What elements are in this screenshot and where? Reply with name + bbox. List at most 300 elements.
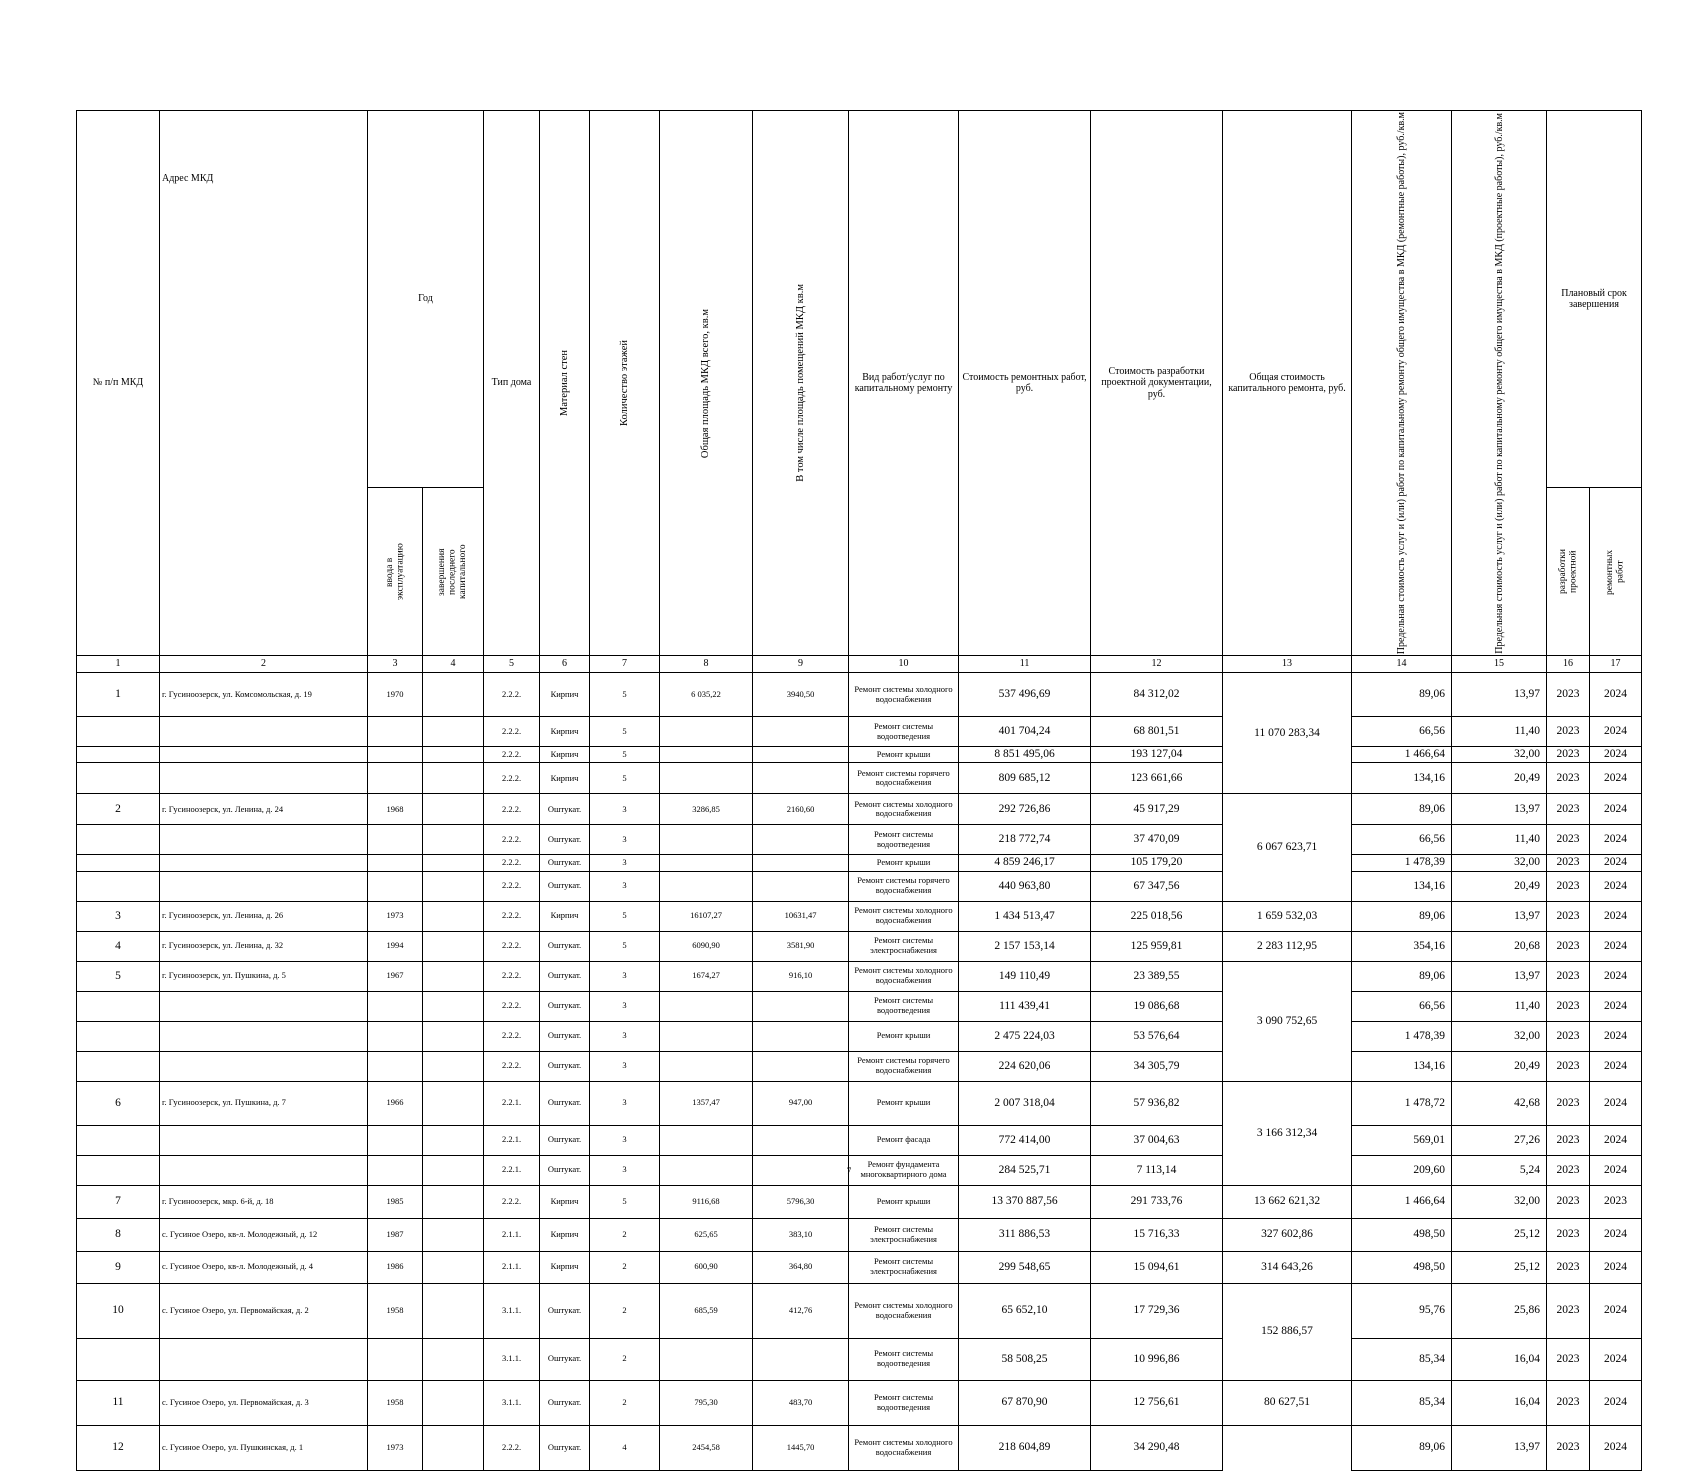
row-total-area [660,1338,753,1380]
row-year: 1973 [368,1425,423,1470]
table-body [77,673,1642,1470]
row-floors: 3 [590,991,660,1021]
row-floors: 3 [590,825,660,855]
row-address: с. Гусиное Озеро, кв-л. Молодежный, д. 4 [160,1251,368,1283]
row-limit-repair: 134,16 [1352,871,1452,901]
header-premises-area: В том числе площадь помещений МКД кв.м [753,111,849,656]
row-deadline-design: 2023 [1547,1185,1590,1218]
row-year [368,1021,423,1051]
row-wall-material: Оштукат. [540,794,590,825]
row-deadline-repair: 2024 [1590,717,1642,747]
row-premises-area [753,1051,849,1081]
row-design-cost: 57 936,82 [1091,1081,1223,1125]
row-deadline-repair: 2024 [1590,1218,1642,1251]
header-wall-material: Материал стен [540,111,590,656]
colnum: 6 [540,656,590,673]
row-floors: 3 [590,961,660,991]
row-total-area [660,747,753,763]
row-repair-cost: 537 496,69 [959,673,1091,717]
row-last-repair-year [423,901,484,931]
row-repair-cost: 2 007 318,04 [959,1081,1091,1125]
row-premises-area: 2160,60 [753,794,849,825]
row-address [160,855,368,871]
colnum: 15 [1452,656,1547,673]
table-row [77,1081,1642,1125]
row-address: г. Гусиноозерск, ул. Пушкина, д. 5 [160,961,368,991]
row-work-type: Ремонт крыши [849,855,959,871]
row-design-cost: 23 389,55 [1091,961,1223,991]
row-deadline-design: 2023 [1547,931,1590,961]
row-wall-material: Оштукат. [540,1051,590,1081]
row-wall-material: Кирпич [540,763,590,794]
row-year [368,1338,423,1380]
row-house-type: 2.2.2. [484,794,540,825]
row-design-cost: 53 576,64 [1091,1021,1223,1051]
row-deadline-design: 2023 [1547,794,1590,825]
header-house-type: Тип дома [484,111,540,656]
row-repair-cost: 809 685,12 [959,763,1091,794]
row-last-repair-year [423,1021,484,1051]
row-limit-repair: 498,50 [1352,1251,1452,1283]
row-last-repair-year [423,1380,484,1425]
table-row [77,1380,1642,1425]
row-limit-design: 5,24 [1452,1155,1547,1185]
row-limit-design: 25,12 [1452,1251,1547,1283]
row-address: г. Гусиноозерск, ул. Ленина, д. 32 [160,931,368,961]
row-limit-design: 20,68 [1452,931,1547,961]
row-design-cost: 291 733,76 [1091,1185,1223,1218]
row-limit-repair: 134,16 [1352,763,1452,794]
row-number: 2 [77,794,160,825]
row-limit-repair: 95,76 [1352,1283,1452,1338]
row-premises-area: 383,10 [753,1218,849,1251]
row-limit-design: 20,49 [1452,871,1547,901]
row-work-type: Ремонт крыши [849,1185,959,1218]
row-floors: 3 [590,1155,660,1185]
row-deadline-repair: 2024 [1590,825,1642,855]
row-year: 1966 [368,1081,423,1125]
row-year: 1985 [368,1185,423,1218]
row-wall-material: Оштукат. [540,931,590,961]
row-wall-material: Кирпич [540,1185,590,1218]
row-design-cost: 225 018,56 [1091,901,1223,931]
row-house-type: 2.2.2. [484,673,540,717]
row-deadline-design: 2023 [1547,1021,1590,1051]
row-floors: 5 [590,763,660,794]
row-limit-design: 27,26 [1452,1125,1547,1155]
header-total-cost: Общая стоимость капитального ремонта, руб. [1223,111,1352,656]
row-deadline-design: 2023 [1547,1218,1590,1251]
row-repair-cost: 4 859 246,17 [959,855,1091,871]
row-repair-cost: 292 726,86 [959,794,1091,825]
row-total-area: 795,30 [660,1380,753,1425]
row-work-type: Ремонт системы холодного водоснабжения [849,673,959,717]
row-total-cost: 3 090 752,65 [1223,961,1352,1081]
header-repair-cost: Стоимость ремонтных работ, руб. [959,111,1091,656]
row-number [77,1021,160,1051]
table-row [77,747,1642,763]
row-limit-repair: 89,06 [1352,673,1452,717]
row-total-cost: 2 283 112,95 [1223,931,1352,961]
row-number: 7 [77,1185,160,1218]
row-deadline-design: 2023 [1547,961,1590,991]
row-premises-area [753,871,849,901]
row-total-area [660,1021,753,1051]
row-floors: 5 [590,717,660,747]
row-repair-cost: 311 886,53 [959,1218,1091,1251]
row-limit-repair: 498,50 [1352,1218,1452,1251]
row-house-type: 3.1.1. [484,1380,540,1425]
row-deadline-design: 2023 [1547,1125,1590,1155]
row-year [368,991,423,1021]
row-repair-cost: 2 157 153,14 [959,931,1091,961]
row-design-cost: 37 470,09 [1091,825,1223,855]
row-number [77,1338,160,1380]
row-limit-repair: 209,60 [1352,1155,1452,1185]
row-limit-design: 13,97 [1452,1425,1547,1470]
row-wall-material: Кирпич [540,747,590,763]
row-premises-area: 5796,30 [753,1185,849,1218]
row-design-cost: 7 113,14 [1091,1155,1223,1185]
row-wall-material: Оштукат. [540,1081,590,1125]
row-repair-cost: 224 620,06 [959,1051,1091,1081]
row-premises-area [753,747,849,763]
row-wall-material: Оштукат. [540,1021,590,1051]
row-house-type: 3.1.1. [484,1283,540,1338]
row-number: 5 [77,961,160,991]
colnum: 4 [423,656,484,673]
row-limit-design: 42,68 [1452,1081,1547,1125]
row-total-area: 600,90 [660,1251,753,1283]
row-work-type: Ремонт системы водоотведения [849,1380,959,1425]
row-year: 1958 [368,1283,423,1338]
row-house-type: 2.2.2. [484,1185,540,1218]
row-limit-repair: 89,06 [1352,794,1452,825]
header-work-type: Вид работ/услуг по капитальному ремонту [849,111,959,656]
row-house-type: 2.2.2. [484,871,540,901]
row-deadline-repair: 2024 [1590,855,1642,871]
row-last-repair-year [423,1185,484,1218]
row-deadline-design: 2023 [1547,1425,1590,1470]
row-total-area [660,825,753,855]
row-limit-repair: 1 478,39 [1352,855,1452,871]
row-address [160,747,368,763]
row-house-type: 2.2.2. [484,747,540,763]
row-total-area [660,1051,753,1081]
row-deadline-repair: 2024 [1590,747,1642,763]
header-row-main [77,111,1642,488]
row-deadline-repair: 2024 [1590,1380,1642,1425]
row-floors: 2 [590,1380,660,1425]
colnum: 3 [368,656,423,673]
row-last-repair-year [423,673,484,717]
row-total-cost: 1 659 532,03 [1223,901,1352,931]
colnum: 5 [484,656,540,673]
row-address [160,1125,368,1155]
row-limit-repair: 1 466,64 [1352,747,1452,763]
header-design-cost: Стоимость разработки проектной документации, руб. [1091,111,1223,656]
row-total-area: 6 035,22 [660,673,753,717]
row-deadline-repair: 2024 [1590,1051,1642,1081]
row-house-type: 3.1.1. [484,1338,540,1380]
row-floors: 2 [590,1251,660,1283]
row-wall-material: Кирпич [540,1218,590,1251]
row-total-cost: 327 602,86 [1223,1218,1352,1251]
row-deadline-repair: 2023 [1590,1185,1642,1218]
row-last-repair-year [423,763,484,794]
row-premises-area: 364,80 [753,1251,849,1283]
colnum: 17 [1590,656,1642,673]
row-floors: 3 [590,794,660,825]
row-address: с. Гусиное Озеро, ул. Пушкинская, д. 1 [160,1425,368,1470]
row-limit-design: 16,04 [1452,1380,1547,1425]
row-work-type: Ремонт системы холодного водоснабжения [849,961,959,991]
row-limit-design: 20,49 [1452,1051,1547,1081]
row-house-type: 2.2.1. [484,1081,540,1125]
row-premises-area [753,763,849,794]
row-work-type: Ремонт крыши [849,1081,959,1125]
row-number: 11 [77,1380,160,1425]
column-number-row [77,656,1642,673]
row-total-area: 625,65 [660,1218,753,1251]
table-row [77,901,1642,931]
header-floors: Количество этажей [590,111,660,656]
row-total-area [660,855,753,871]
row-wall-material: Оштукат. [540,825,590,855]
row-repair-cost: 58 508,25 [959,1338,1091,1380]
row-limit-design: 32,00 [1452,855,1547,871]
row-address: с. Гусиное Озеро, ул. Первомайская, д. 3 [160,1380,368,1425]
row-number: 1 [77,673,160,717]
row-deadline-design: 2023 [1547,1338,1590,1380]
row-deadline-design: 2023 [1547,763,1590,794]
row-wall-material: Оштукат. [540,1125,590,1155]
colnum: 10 [849,656,959,673]
row-limit-design: 20,49 [1452,763,1547,794]
row-house-type: 2.2.2. [484,1051,540,1081]
row-work-type: Ремонт системы горячего водоснабжения [849,1051,959,1081]
row-work-type: Ремонт системы водоотведения [849,991,959,1021]
row-design-cost: 67 347,56 [1091,871,1223,901]
row-last-repair-year [423,961,484,991]
row-house-type: 2.2.2. [484,931,540,961]
row-number [77,747,160,763]
row-total-area [660,991,753,1021]
row-premises-area [753,855,849,871]
row-year: 1958 [368,1380,423,1425]
table-row [77,1021,1642,1051]
row-last-repair-year [423,1051,484,1081]
row-address [160,991,368,1021]
row-address [160,825,368,855]
table-row [77,1218,1642,1251]
row-floors: 3 [590,855,660,871]
row-premises-area [753,1021,849,1051]
row-deadline-repair: 2024 [1590,991,1642,1021]
row-floors: 5 [590,901,660,931]
header-total-area: Общая площадь МКД всего, кв.м [660,111,753,656]
header-planned-deadline: Плановый срок завершения [1547,111,1642,488]
colnum: 1 [77,656,160,673]
row-year [368,825,423,855]
row-year [368,1125,423,1155]
row-address [160,1021,368,1051]
row-work-type: Ремонт системы горячего водоснабжения [849,871,959,901]
table-row [77,1251,1642,1283]
row-wall-material: Кирпич [540,717,590,747]
row-last-repair-year [423,1218,484,1251]
row-address [160,871,368,901]
row-number [77,825,160,855]
colnum: 9 [753,656,849,673]
row-total-cost: 80 627,51 [1223,1380,1352,1425]
row-deadline-design: 2023 [1547,1380,1590,1425]
row-work-type: Ремонт фасада [849,1125,959,1155]
row-premises-area: 947,00 [753,1081,849,1125]
row-total-area: 2454,58 [660,1425,753,1470]
row-house-type: 2.2.2. [484,717,540,747]
row-house-type: 2.2.1. [484,1155,540,1185]
row-house-type: 2.2.2. [484,825,540,855]
row-limit-design: 16,04 [1452,1338,1547,1380]
row-year: 1986 [368,1251,423,1283]
row-deadline-repair: 2024 [1590,1155,1642,1185]
row-limit-design: 32,00 [1452,1021,1547,1051]
row-work-type: Ремонт крыши [849,747,959,763]
row-work-type: Ремонт системы электроснабжения [849,1218,959,1251]
row-deadline-repair: 2024 [1590,901,1642,931]
row-year [368,1051,423,1081]
row-address [160,1338,368,1380]
row-year: 1967 [368,961,423,991]
row-limit-repair: 1 478,39 [1352,1021,1452,1051]
row-floors: 3 [590,1051,660,1081]
row-wall-material: Оштукат. [540,961,590,991]
row-limit-design: 11,40 [1452,991,1547,1021]
header-address: Адрес МКД [160,111,368,656]
row-total-area [660,717,753,747]
row-work-type: Ремонт системы холодного водоснабжения [849,1425,959,1470]
row-deadline-design: 2023 [1547,855,1590,871]
row-limit-repair: 66,56 [1352,825,1452,855]
colnum: 7 [590,656,660,673]
header-limit-cost-repair: Предельная стоимость услуг и (или) работ по капитальному ремонту общего имущества в МКД (ремонтные работы), руб./кв.м [1352,111,1452,656]
row-premises-area: 916,10 [753,961,849,991]
row-deadline-repair: 2024 [1590,794,1642,825]
row-work-type: Ремонт системы водоотведения [849,717,959,747]
row-premises-area [753,717,849,747]
table-row [77,1338,1642,1380]
row-repair-cost: 2 475 224,03 [959,1021,1091,1051]
row-design-cost: 37 004,63 [1091,1125,1223,1155]
row-total-area: 685,59 [660,1283,753,1338]
row-wall-material: Оштукат. [540,1425,590,1470]
row-wall-material: Оштукат. [540,1283,590,1338]
row-year: 1994 [368,931,423,961]
row-limit-design: 11,40 [1452,717,1547,747]
row-total-area: 1357,47 [660,1081,753,1125]
row-deadline-repair: 2024 [1590,1283,1642,1338]
row-total-cost: 314 643,26 [1223,1251,1352,1283]
row-total-cost: 3 166 312,34 [1223,1081,1352,1185]
row-wall-material: Оштукат. [540,855,590,871]
row-deadline-repair: 2024 [1590,1081,1642,1125]
row-house-type: 2.2.2. [484,763,540,794]
row-number: 9 [77,1251,160,1283]
row-floors: 3 [590,1081,660,1125]
row-last-repair-year [423,1338,484,1380]
table-row [77,961,1642,991]
row-limit-design: 13,97 [1452,673,1547,717]
row-address: с. Гусиное Озеро, ул. Первомайская, д. 2 [160,1283,368,1338]
table-row [77,1051,1642,1081]
row-work-type: Ремонт системы холодного водоснабжения [849,1283,959,1338]
row-premises-area: 3940,50 [753,673,849,717]
row-premises-area: 10631,47 [753,901,849,931]
row-house-type: 2.1.1. [484,1251,540,1283]
row-limit-repair: 85,34 [1352,1380,1452,1425]
row-design-cost: 10 996,86 [1091,1338,1223,1380]
row-repair-cost: 299 548,65 [959,1251,1091,1283]
row-repair-cost: 111 439,41 [959,991,1091,1021]
row-work-type: Ремонт системы водоотведения [849,825,959,855]
row-last-repair-year [423,717,484,747]
row-deadline-repair: 2024 [1590,961,1642,991]
row-repair-cost: 218 772,74 [959,825,1091,855]
row-house-type: 2.2.1. [484,1125,540,1155]
colnum: 8 [660,656,753,673]
row-total-cost: 13 662 621,32 [1223,1185,1352,1218]
row-year: 1987 [368,1218,423,1251]
row-design-cost: 34 290,48 [1091,1425,1223,1470]
row-deadline-design: 2023 [1547,1081,1590,1125]
row-deadline-repair: 2024 [1590,673,1642,717]
row-last-repair-year [423,794,484,825]
header-number: № п/п МКД [77,111,160,656]
row-address: г. Гусиноозерск, ул. Ленина, д. 24 [160,794,368,825]
row-deadline-design: 2023 [1547,825,1590,855]
table-row [77,1283,1642,1338]
row-number [77,855,160,871]
row-deadline-design: 2023 [1547,1155,1590,1185]
header-deadline-design: разработки проектной [1547,488,1590,656]
row-total-area: 3286,85 [660,794,753,825]
row-last-repair-year [423,1425,484,1470]
row-premises-area [753,1125,849,1155]
row-design-cost: 34 305,79 [1091,1051,1223,1081]
row-deadline-repair: 2024 [1590,1021,1642,1051]
row-limit-repair: 66,56 [1352,717,1452,747]
row-total-area: 9116,68 [660,1185,753,1218]
row-year [368,855,423,871]
row-floors: 3 [590,871,660,901]
row-floors: 2 [590,1338,660,1380]
row-limit-repair: 1 466,64 [1352,1185,1452,1218]
row-limit-repair: 66,56 [1352,991,1452,1021]
row-limit-design: 13,97 [1452,794,1547,825]
row-last-repair-year [423,747,484,763]
row-house-type: 2.1.1. [484,1218,540,1251]
row-work-type: Ремонт крыши [849,1021,959,1051]
row-deadline-design: 2023 [1547,991,1590,1021]
row-address [160,1051,368,1081]
row-repair-cost: 1 434 513,47 [959,901,1091,931]
colnum: 16 [1547,656,1590,673]
row-year: 1970 [368,673,423,717]
row-work-type: Ремонт системы водоотведения [849,1338,959,1380]
row-design-cost: 17 729,36 [1091,1283,1223,1338]
row-limit-repair: 89,06 [1352,1425,1452,1470]
